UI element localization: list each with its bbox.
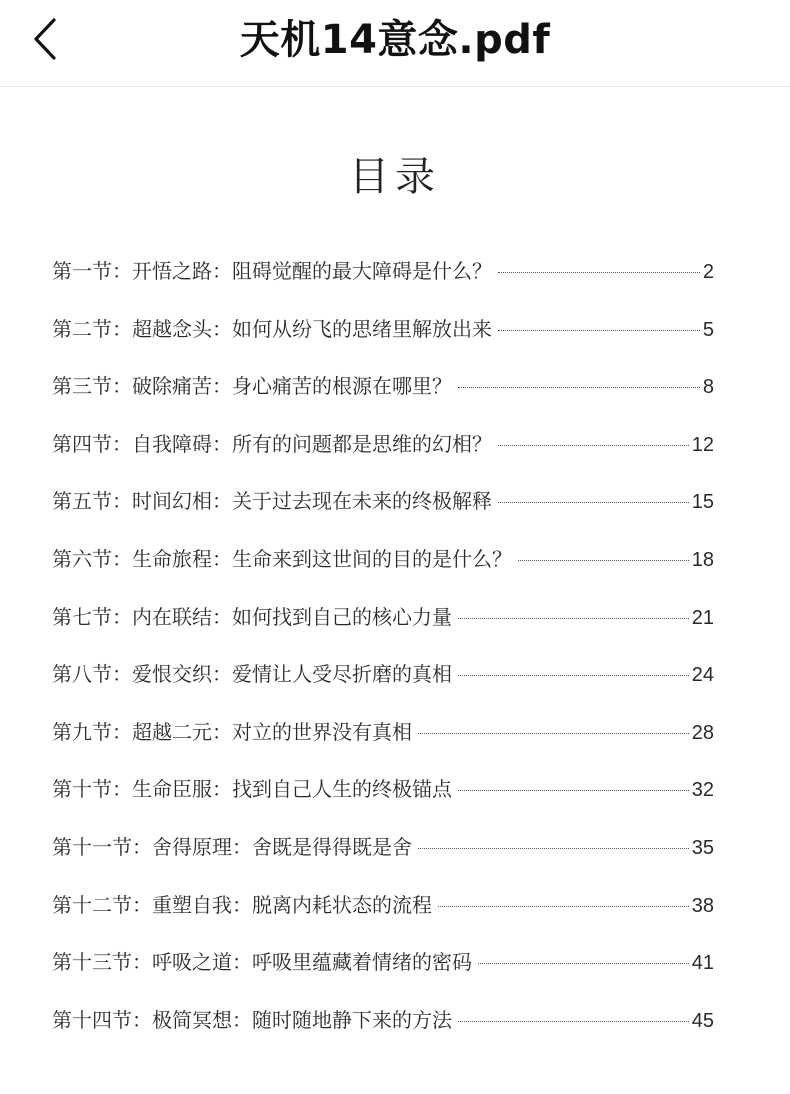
toc-entry-label: 第十四节：极简冥想：随时随地静下来的方法	[52, 1007, 452, 1032]
toc-entry-page-number: 5	[702, 318, 714, 341]
toc-entry-label: 第七节：内在联结：如何找到自己的核心力量	[52, 604, 452, 629]
toc-entry-page-number: 38	[691, 894, 714, 917]
pdf-page[interactable]	[0, 87, 790, 1094]
toc-dot-leader	[458, 675, 689, 676]
toc-entry[interactable]	[52, 948, 714, 1006]
toc-entry[interactable]	[52, 257, 714, 315]
toc-dot-leader	[518, 560, 689, 561]
toc-entry-page-number: 8	[702, 376, 714, 399]
toc-dot-leader	[458, 387, 700, 388]
toc-dot-leader	[498, 445, 689, 446]
toc-entry-label: 第一节：开悟之路：阻碍觉醒的最大障碍是什么？	[52, 259, 492, 283]
document-title: 天机14意念.pdf	[239, 17, 551, 63]
toc-entry-page-number: 32	[691, 779, 714, 802]
toc-entry-page-number: 12	[691, 433, 714, 456]
toc-dot-leader	[458, 790, 689, 791]
toc-entry-label: 第九节：超越二元：对立的世界没有真相	[52, 719, 412, 744]
toc-entry-page-number: 15	[691, 491, 714, 514]
toc-entry-label: 第五节：时间幻相：关于过去现在未来的终极解释	[52, 489, 492, 514]
toc-entry-page-number: 21	[691, 606, 714, 629]
toc-entry-page-number: 28	[691, 721, 714, 744]
toc-entry-page-number: 18	[691, 548, 714, 571]
toc-entry-label: 第三节：破除痛苦：身心痛苦的根源在哪里？	[52, 374, 452, 399]
toc-entry[interactable]	[52, 545, 714, 603]
toc-entry-page-number: 35	[691, 836, 714, 859]
toc-entry-page-number: 45	[691, 1009, 714, 1032]
toc-entry[interactable]	[52, 660, 714, 718]
toc-entry[interactable]	[52, 603, 714, 661]
toc-dot-leader	[458, 618, 689, 619]
toc-dot-leader	[418, 733, 689, 734]
toc-entry[interactable]	[52, 891, 714, 949]
toc-entry-label: 第十二节：重塑自我：脱离内耗状态的流程	[52, 892, 432, 917]
toc-entry[interactable]	[52, 718, 714, 776]
toc-dot-leader	[438, 906, 689, 907]
toc-heading: 目录	[349, 154, 441, 200]
toc-dot-leader	[498, 272, 700, 273]
toc-entry[interactable]	[52, 315, 714, 373]
toc-entry-label: 第十三节：呼吸之道：呼吸里蕴藏着情绪的密码	[52, 950, 472, 975]
toc-entry[interactable]	[52, 372, 714, 430]
top-bar	[0, 0, 790, 87]
toc-entry-label: 第八节：爱恨交织：爱情让人受尽折磨的真相	[52, 662, 452, 687]
toc-dot-leader	[498, 502, 689, 503]
toc-dot-leader	[418, 848, 689, 849]
toc-dot-leader	[478, 963, 689, 964]
toc-entry[interactable]	[52, 775, 714, 833]
toc-entry-label: 第六节：生命旅程：生命来到这世间的目的是什么？	[52, 546, 512, 571]
table-of-contents	[52, 257, 714, 1063]
toc-entry-page-number: 41	[691, 952, 714, 975]
toc-entry[interactable]	[52, 833, 714, 891]
toc-dot-leader	[458, 1021, 689, 1022]
toc-dot-leader	[498, 330, 700, 331]
toc-entry-label: 第四节：自我障碍：所有的问题都是思维的幻相？	[52, 431, 492, 456]
toc-entry[interactable]	[52, 430, 714, 488]
toc-entry-page-number: 2	[702, 261, 714, 283]
toc-entry[interactable]	[52, 487, 714, 545]
toc-entry-label: 第二节：超越念头：如何从纷飞的思绪里解放出来	[52, 316, 492, 341]
toc-entry[interactable]	[52, 1006, 714, 1064]
toc-entry-label: 第十一节：舍得原理：舍既是得得既是舍	[52, 834, 412, 859]
toc-entry-page-number: 24	[691, 664, 714, 687]
toc-entry-label: 第十节：生命臣服：找到自己人生的终极锚点	[52, 777, 452, 802]
